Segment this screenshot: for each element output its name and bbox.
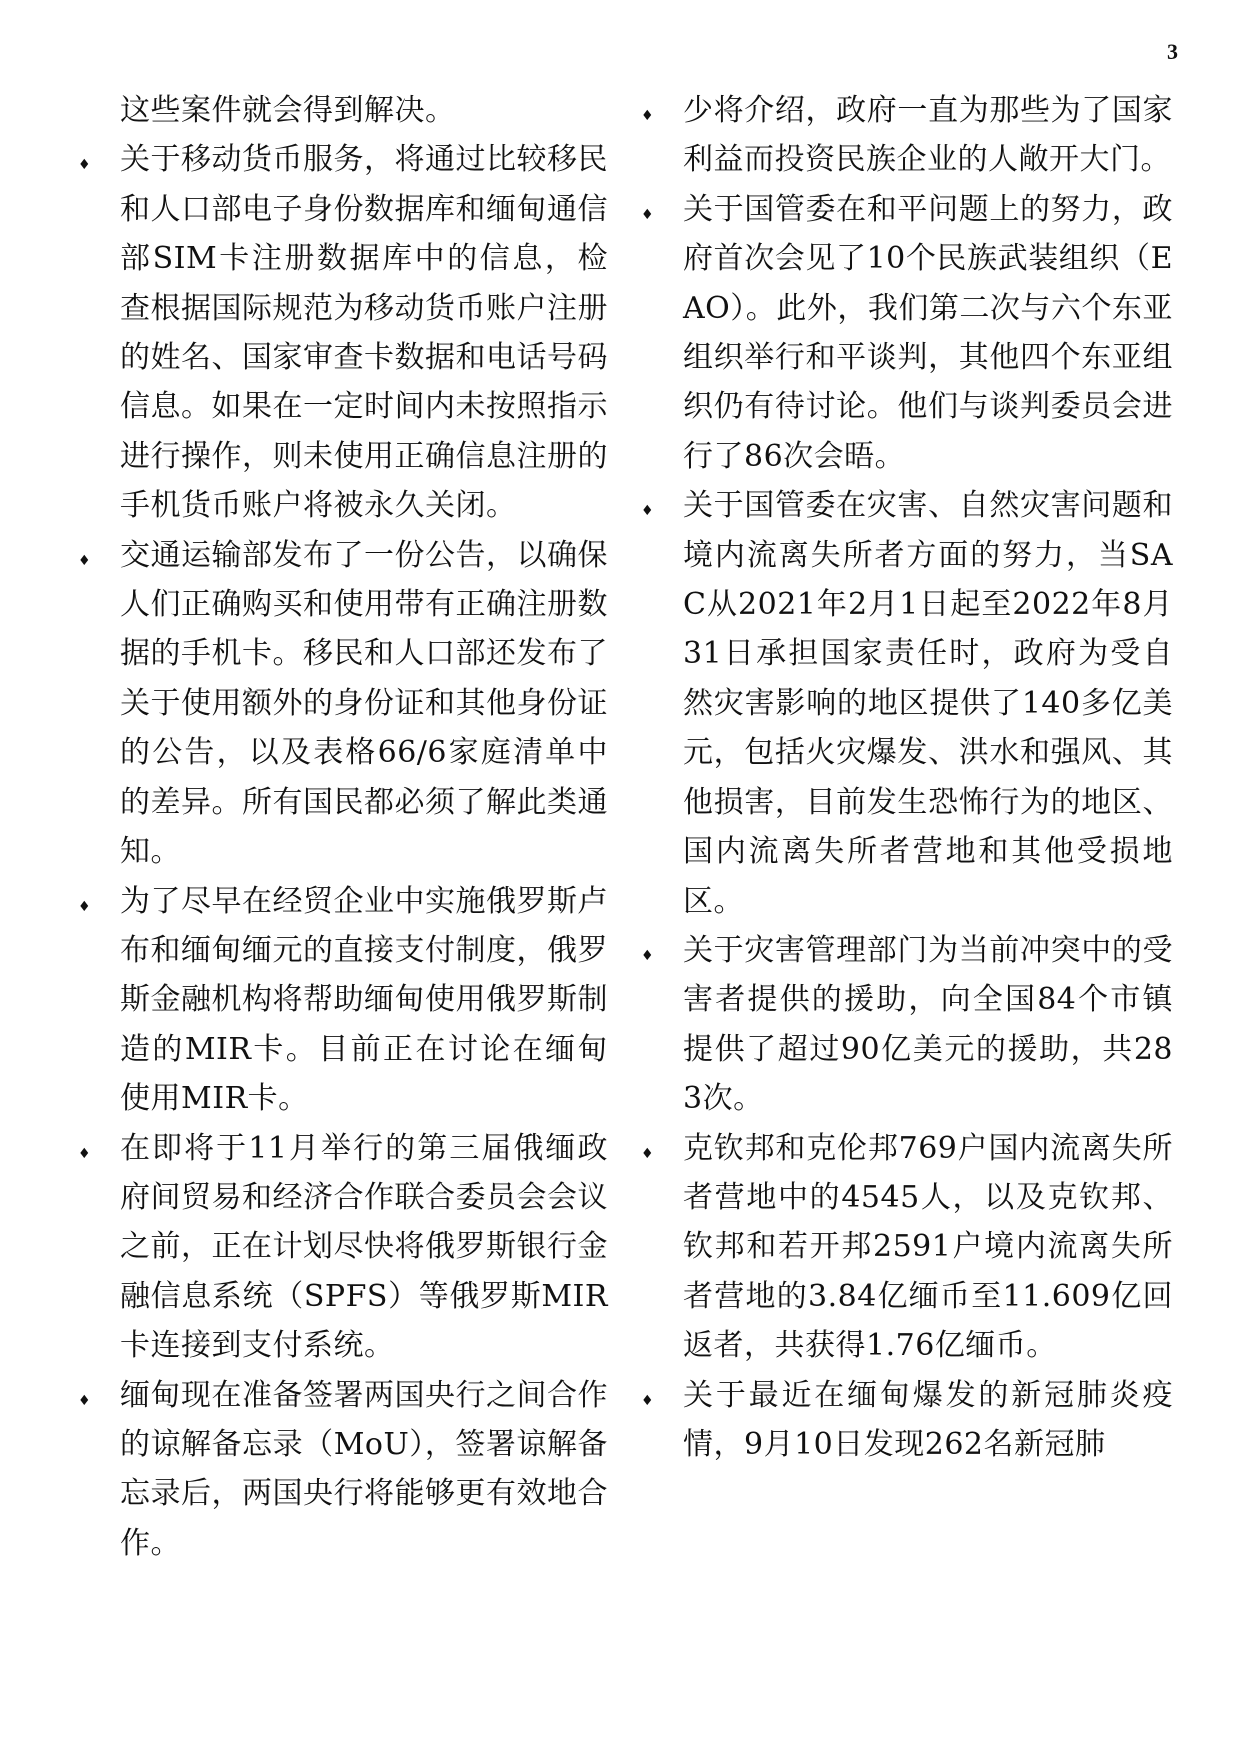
bullet-item-covid-outbreak: ♦ 关于最近在缅甸爆发的新冠肺炎疫情，9月10日发现262名新冠肺 (683, 1371, 1173, 1470)
bullet-item-national-enterprises: ♦ 少将介绍，政府一直为那些为了国家利益而投资民族企业的人敞开大门。 (683, 86, 1173, 185)
left-column (120, 86, 608, 1568)
right-column (683, 86, 1173, 1469)
bullet-item-idp-camps: ♦ 克钦邦和克伦邦769户国内流离失所者营地中的4545人，以及克钦邦、钦邦和若开邦2591户境内流离失所者营地的3.84亿缅币至11.609亿回返者，共获得1.76亿缅币。 (683, 1124, 1173, 1371)
bullet-item-sim-card-notice: ♦ 交通运输部发布了一份公告，以确保人们正确购买和使用带有正确注册数据的手机卡。移民和人口部还发布了关于使用额外的身份证和其他身份证的公告，以及表格66/6家庭清单中的差异。所有国民都必须了解此类通知。 (120, 531, 608, 877)
continued-paragraph: 这些案件就会得到解决。 (120, 93, 456, 128)
bullet-item-peace-talks: ♦ 关于国管委在和平问题上的努力，政府首次会见了10个民族武装组织（EAO）。此外，我们第二次与六个东亚组织举行和平谈判，其他四个东亚组织仍有待讨论。他们与谈判委员会进行了86次会晤。 (683, 185, 1173, 481)
bullet-item-conflict-victims-aid: ♦ 关于灾害管理部门为当前冲突中的受害者提供的援助，向全国84个市镇提供了超过90亿美元的援助，共283次。 (683, 926, 1173, 1124)
page-number: 3 (1167, 39, 1178, 64)
bullet-item-mir-card: ♦ 为了尽早在经贸企业中实施俄罗斯卢布和缅甸缅元的直接支付制度，俄罗斯金融机构将帮助缅甸使用俄罗斯制造的MIR卡。目前正在讨论在缅甸使用MIR卡。 (120, 877, 608, 1124)
bullet-item-central-bank-mou: ♦ 缅甸现在准备签署两国央行之间合作的谅解备忘录（MoU），签署谅解备忘录后，两国央行将能够更有效地合作。 (120, 1371, 608, 1569)
bullet-item-mobile-money: ♦ 关于移动货币服务，将通过比较移民和人口部电子身份数据库和缅甸通信部SIM卡注册数据库中的信息，检查根据国际规范为移动货币账户注册的姓名、国家审查卡数据和电话号码信息。如果在一定时间内未按照指示进行操作，则未使用正确信息注册的手机货币账户将被永久关闭。 (120, 135, 608, 530)
bullet-item-disaster-relief: ♦ 关于国管委在灾害、自然灾害问题和境内流离失所者方面的努力，当SAC从2021年2月1日起至2022年8月31日承担国家责任时，政府为受自然灾害影响的地区提供了140多亿美元，包括火灾爆发、洪水和强风、其他损害，目前发生恐怖行为的地区、国内流离失所者营地和其他受损地区。 (683, 481, 1173, 926)
bullet-item-spfs-connection: ♦ 在即将于11月举行的第三届俄缅政府间贸易和经济合作联合委员会会议之前，正在计划尽快将俄罗斯银行金融信息系统（SPFS）等俄罗斯MIR卡连接到支付系统。 (120, 1124, 608, 1371)
